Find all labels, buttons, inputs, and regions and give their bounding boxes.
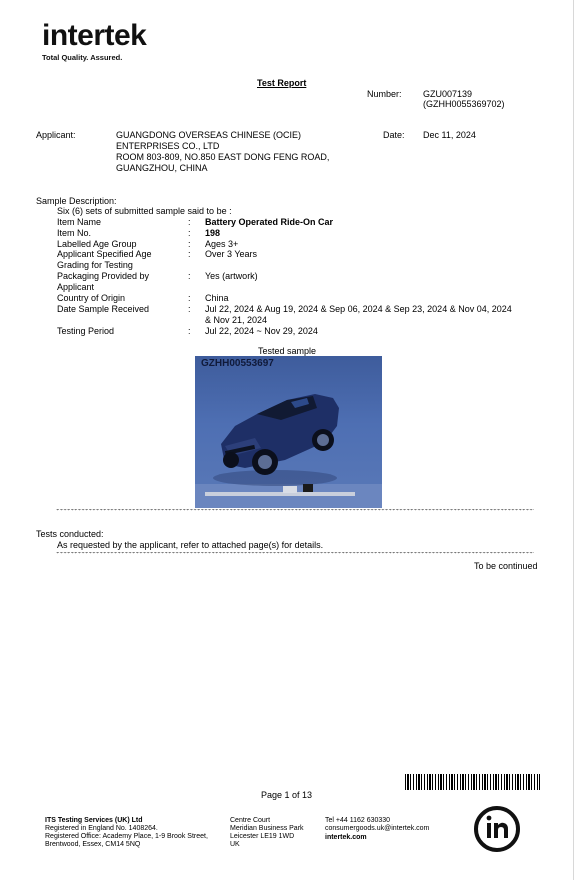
row-label: Applicant Specified Age [57,249,152,259]
sample-heading: Sample Description: [36,196,117,206]
page-number: Page 1 of 13 [261,790,313,800]
row-colon: : [188,326,191,336]
row-colon: : [188,249,191,259]
footer-line: Leicester LE19 1WD [230,833,295,840]
row-label: Labelled Age Group [57,239,137,249]
page-edge [573,0,574,880]
date-label: Date: [383,130,405,140]
applicant-line: ROOM 803-809, NO.850 EAST DONG FENG ROAD, [116,152,330,162]
row-label: Applicant [57,282,95,292]
sample-photo [195,356,382,508]
row-value-cont: & Nov 21, 2024 [205,315,268,325]
footer-line: Registered Office: Academy Place, 1-9 Brook Street, [45,833,208,840]
footer-line: Meridian Business Park [230,825,304,832]
row-label: Grading for Testing [57,260,133,270]
report-title: Test Report [257,78,307,88]
footer-line: Centre Court [230,817,271,824]
logo-tagline: Total Quality. Assured. [42,53,123,62]
row-value: Yes (artwork) [205,271,258,281]
row-value: 198 [205,228,221,238]
footer-phone: Tel +44 1162 630330 [325,817,391,824]
row-label: Item No. [57,228,92,238]
row-label: Testing Period [57,326,115,336]
row-label: Item Name [57,217,102,227]
photo-caption: Tested sample [258,346,317,356]
intertek-logo [42,20,146,62]
intertek-circle-logo-icon [472,804,522,854]
row-value: Jul 22, 2024 ~ Nov 29, 2024 [205,326,318,336]
sample-intro: Six (6) sets of submitted sample said to be : [57,206,232,216]
logo-text: intertek [42,19,147,52]
row-value: Battery Operated Ride-On Car [205,217,334,227]
row-label: Date Sample Received [57,304,150,314]
row-label: Country of Origin [57,293,126,303]
applicant-line: ENTERPRISES CO., LTD [116,141,220,151]
footer-email[interactable]: consumergoods.uk@intertek.com [325,825,430,832]
number-sub: (GZHH0055369702) [423,99,505,109]
separator-line [56,509,534,513]
row-value: Over 3 Years [205,249,258,259]
tests-heading: Tests conducted: [36,529,104,539]
ride-on-car-image [195,356,382,508]
number-label: Number: [367,89,402,99]
footer-line: Registered in England No. 1408264. [45,825,158,832]
footer-company: ITS Testing Services (UK) Ltd [45,817,143,824]
row-colon: : [188,239,191,249]
applicant-line: GUANGDONG OVERSEAS CHINESE (OCIE) [116,130,302,140]
barcode [405,774,540,790]
row-value: Ages 3+ [205,239,239,249]
separator-line [56,552,534,556]
row-label: Packaging Provided by [57,271,150,281]
date-value: Dec 11, 2024 [423,130,476,140]
photo-label: GZHH00553697 [201,358,274,369]
footer-line: UK [230,841,240,848]
row-colon: : [188,228,191,238]
row-colon: : [188,217,191,227]
footer-line: Brentwood, Essex, CM14 5NQ [45,841,141,848]
applicant-label: Applicant: [36,130,76,140]
row-colon: : [188,304,191,314]
row-colon: : [188,271,191,281]
footer-website[interactable]: intertek.com [325,834,367,841]
continued-text: To be continued [474,561,538,571]
row-value: Jul 22, 2024 & Aug 19, 2024 & Sep 06, 2024 & Sep 23, 2024 & Nov 04, 2024 [205,304,512,314]
row-value: China [205,293,229,303]
tests-text: As requested by the applicant, refer to attached page(s) for details. [57,540,324,550]
row-colon: : [188,293,191,303]
applicant-line: GUANGZHOU, CHINA [116,163,208,173]
number-value: GZU007139 [423,89,473,99]
